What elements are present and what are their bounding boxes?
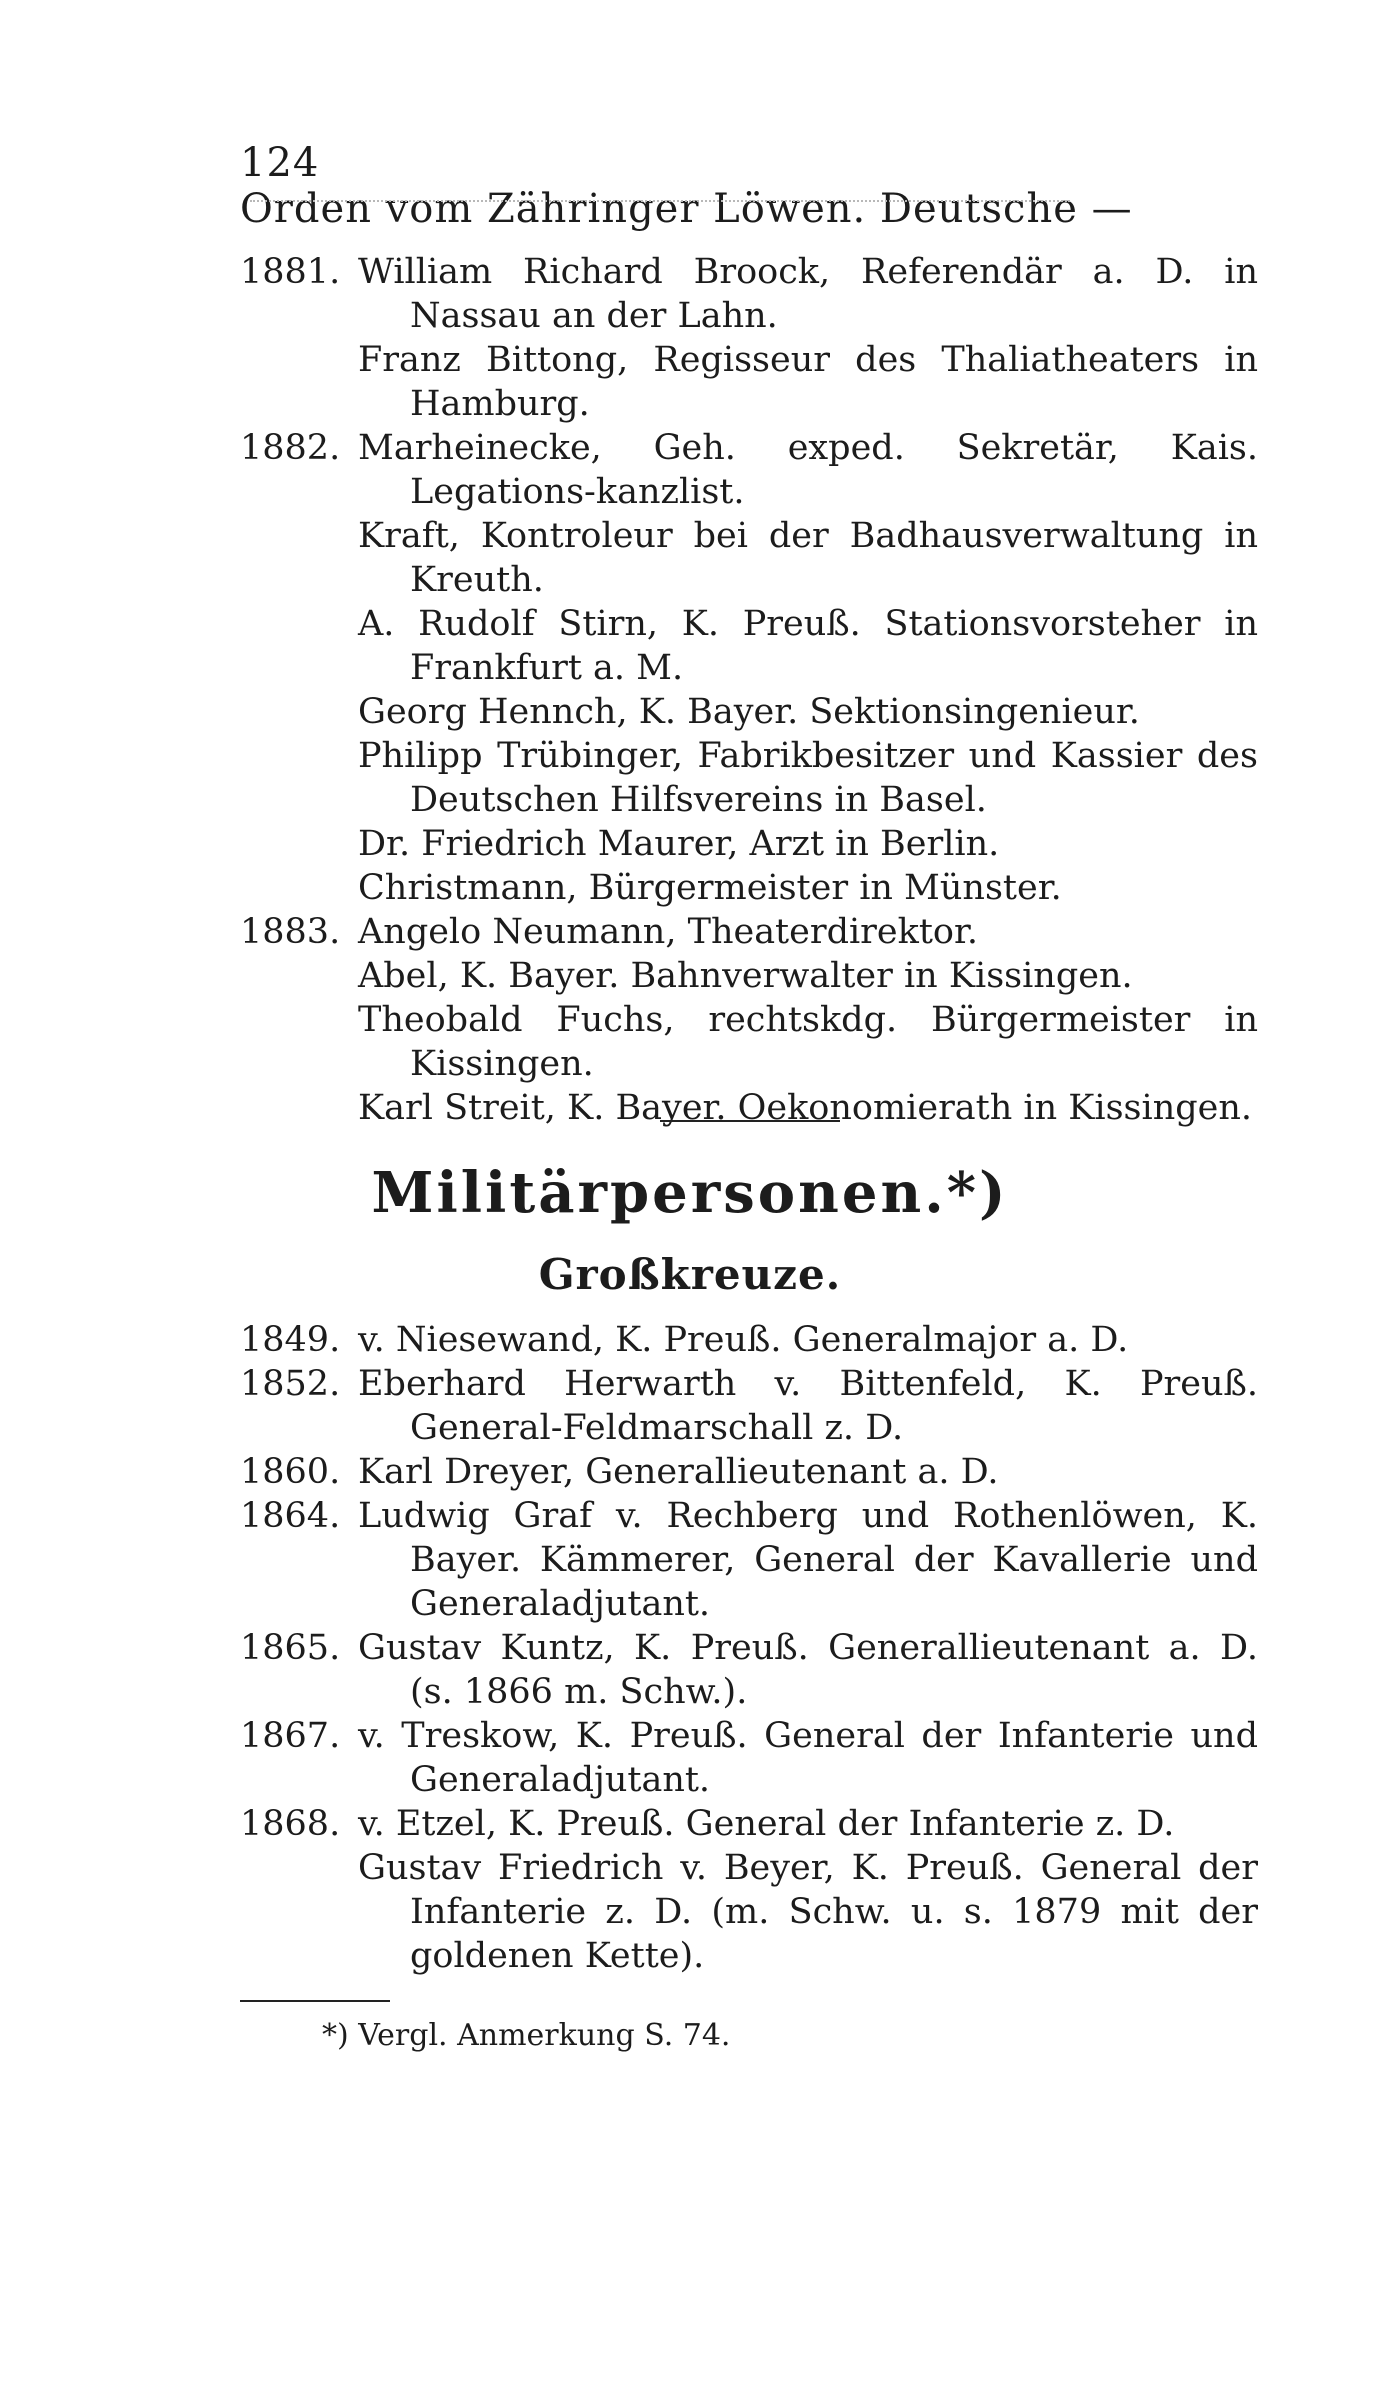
- entry-text: Kraft, Kontroleur bei der Badhausverwaltung in Kreuth.: [358, 516, 1258, 600]
- list-item: [240, 1626, 1258, 1714]
- entry-text: Karl Dreyer, Generallieutenant a. D.: [358, 1452, 999, 1492]
- entry-text: Dr. Friedrich Maurer, Arzt in Berlin.: [358, 824, 1000, 864]
- entry-text: Christmann, Bürgermeister in Münster.: [358, 868, 1062, 908]
- entry-text: Ludwig Graf v. Rechberg und Rothenlöwen, K. Bayer. Kämmerer, General der Kavallerie und Generaladjutant.: [358, 1496, 1258, 1624]
- running-head: [240, 140, 1140, 232]
- entry-text: Georg Hennch, K. Bayer. Sektionsingenieur.: [358, 692, 1140, 732]
- entry-year: 1883.: [240, 912, 341, 952]
- entry-text: Gustav Friedrich v. Beyer, K. Preuß. General der Infanterie z. D. (m. Schw. u. s. 1879 mit der goldenen Kette).: [358, 1848, 1258, 1976]
- military-entries: [240, 1318, 1258, 1978]
- entry-text: v. Treskow, K. Preuß. General der Infanterie und Generaladjutant.: [358, 1716, 1258, 1800]
- section-divider: [660, 1120, 840, 1122]
- entry-year: 1867.: [240, 1716, 341, 1756]
- running-title: Orden vom Zähringer Löwen. Deutsche —: [240, 186, 1133, 232]
- list-item: [240, 602, 1258, 690]
- entry-text: v. Etzel, K. Preuß. General der Infanterie z. D.: [358, 1804, 1175, 1844]
- footnote-rule: [240, 2000, 390, 2002]
- list-item: [240, 1318, 1258, 1362]
- list-item: [240, 734, 1258, 822]
- entry-text: Marheinecke, Geh. exped. Sekretär, Kais. Legations-kanzlist.: [358, 428, 1258, 512]
- list-item: [240, 1450, 1258, 1494]
- entry-text: Franz Bittong, Regisseur des Thaliatheaters in Hamburg.: [358, 340, 1258, 424]
- entry-year: 1865.: [240, 1628, 341, 1668]
- entry-text: Karl Streit, K. Bayer. Oekonomierath in Kissingen.: [358, 1088, 1253, 1128]
- entry-year: 1868.: [240, 1804, 341, 1844]
- list-item: [240, 866, 1258, 910]
- list-item: [240, 1714, 1258, 1802]
- entry-year: 1882.: [240, 428, 341, 468]
- entry-year: 1849.: [240, 1320, 341, 1360]
- list-item: [240, 1494, 1258, 1626]
- entry-text: A. Rudolf Stirn, K. Preuß. Stationsvorsteher in Frankfurt a. M.: [358, 604, 1258, 688]
- list-item: [240, 910, 1258, 954]
- entry-text: Abel, K. Bayer. Bahnverwalter in Kissingen.: [358, 956, 1133, 996]
- page-number: 124: [240, 140, 320, 186]
- entry-year: 1864.: [240, 1496, 341, 1536]
- list-item: [240, 1802, 1258, 1846]
- list-item: [240, 426, 1258, 514]
- entry-text: Gustav Kuntz, K. Preuß. Generallieutenant a. D. (s. 1866 m. Schw.).: [358, 1628, 1258, 1712]
- footnote: *) Vergl. Anmerkung S. 74.: [322, 2018, 731, 2053]
- entry-year: 1852.: [240, 1364, 341, 1404]
- entry-text: William Richard Broock, Referendär a. D. in Nassau an der Lahn.: [358, 252, 1258, 336]
- list-item: [240, 1086, 1258, 1130]
- header-rule: [250, 200, 1070, 202]
- list-item: [240, 822, 1258, 866]
- list-item: [240, 514, 1258, 602]
- list-item: [240, 998, 1258, 1086]
- list-item: [240, 338, 1258, 426]
- entry-text: v. Niesewand, K. Preuß. Generalmajor a. D.: [358, 1320, 1129, 1360]
- civil-entries: [240, 250, 1258, 1130]
- list-item: [240, 1362, 1258, 1450]
- entry-text: Philipp Trübinger, Fabrikbesitzer und Kassier des Deutschen Hilfsvereins in Basel.: [358, 736, 1258, 820]
- entry-text: Eberhard Herwarth v. Bittenfeld, K. Preuß. General-Feldmarschall z. D.: [358, 1364, 1258, 1448]
- list-item: [240, 954, 1258, 998]
- entry-text: Theobald Fuchs, rechtskdg. Bürgermeister in Kissingen.: [358, 1000, 1258, 1084]
- entry-year: 1860.: [240, 1452, 341, 1492]
- list-item: [240, 1846, 1258, 1978]
- entry-text: Angelo Neumann, Theaterdirektor.: [358, 912, 978, 952]
- list-item: [240, 690, 1258, 734]
- section-subtitle: Großkreuze.: [538, 1250, 842, 1299]
- section-title: Militärpersonen.*): [371, 1160, 1009, 1226]
- entry-year: 1881.: [240, 252, 341, 292]
- list-item: [240, 250, 1258, 338]
